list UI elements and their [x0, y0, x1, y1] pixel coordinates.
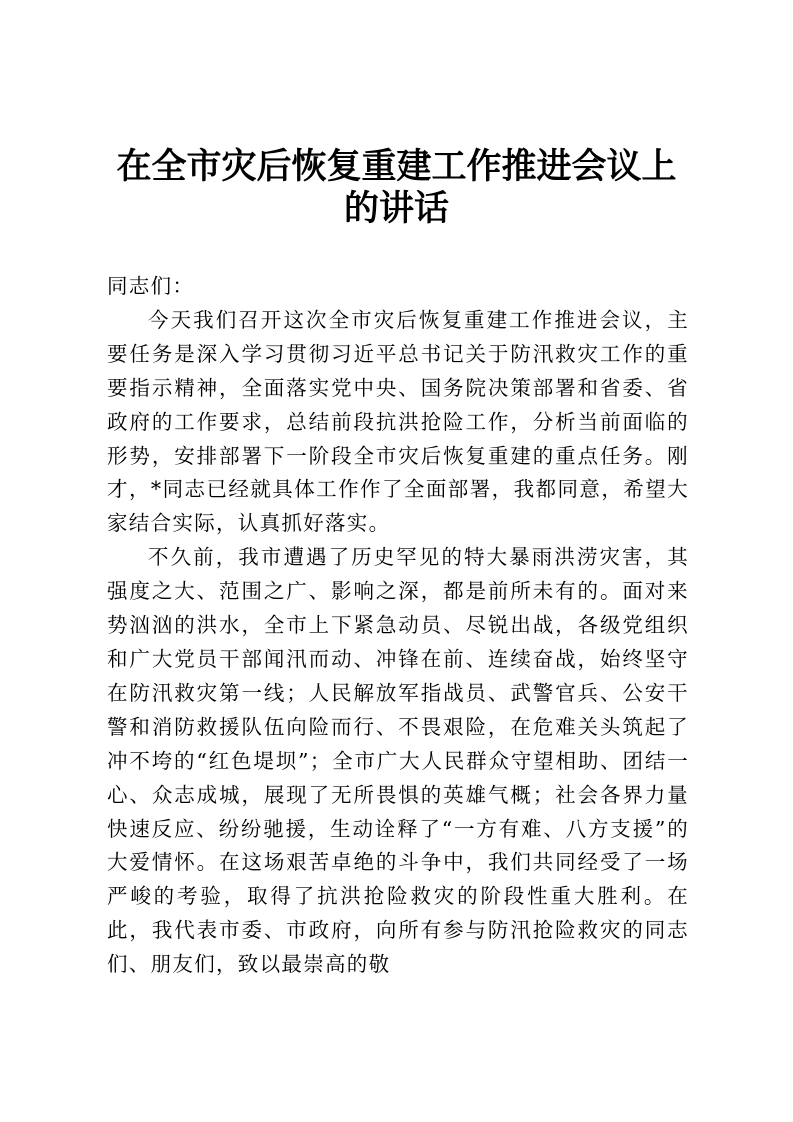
body-paragraph-1: 今天我们召开这次全市灾后恢复重建工作推进会议，主要任务是深入学习贯彻习近平总书记关于防汛救灾工作的重要指示精神，全面落实党中央、国务院决策部署和省委、省政府的工作要求，总结前段抗洪抢险工作，分析当前面临的形势，安排部署下一阶段全市灾后恢复重建的重点任务。刚才，*同志已经就具体工作作了全面部署，我都同意，希望大家结合实际，认真抓好落实。: [107, 307, 689, 536]
body-paragraph-2: 不久前，我市遭遇了历史罕见的特大暴雨洪涝灾害，其强度之大、范围之广、影响之深，都是前所未有的。面对来势汹汹的洪水，全市上下紧急动员、尽锐出战，各级党组织和广大党员干部闻汛而动、冲锋在前、连续奋战，始终坚守在防汛救灾第一线；人民解放军指战员、武警官兵、公安干警和消防救援队伍向险而行、不畏艰险，在危难关头筑起了冲不垮的“红色堤坝”；全市广大人民群众守望相助、团结一心、众志成城，展现了无所畏惧的英雄气概；社会各界力量快速反应、纷纷驰援，生动诠释了“一方有难、八方支援”的大爱情怀。在这场艰苦卓绝的斗争中，我们共同经受了一场严峻的考验，取得了抗洪抢险救灾的阶段性重大胜利。在此，我代表市委、市政府，向所有参与防汛抢险救灾的同志们、朋友们，致以最崇高的敬: [107, 545, 689, 977]
salutation: 同志们：: [107, 274, 195, 298]
document-body: [107, 270, 689, 982]
document-title: 在全市灾后恢复重建工作推进会议上的讲话: [116, 147, 677, 229]
